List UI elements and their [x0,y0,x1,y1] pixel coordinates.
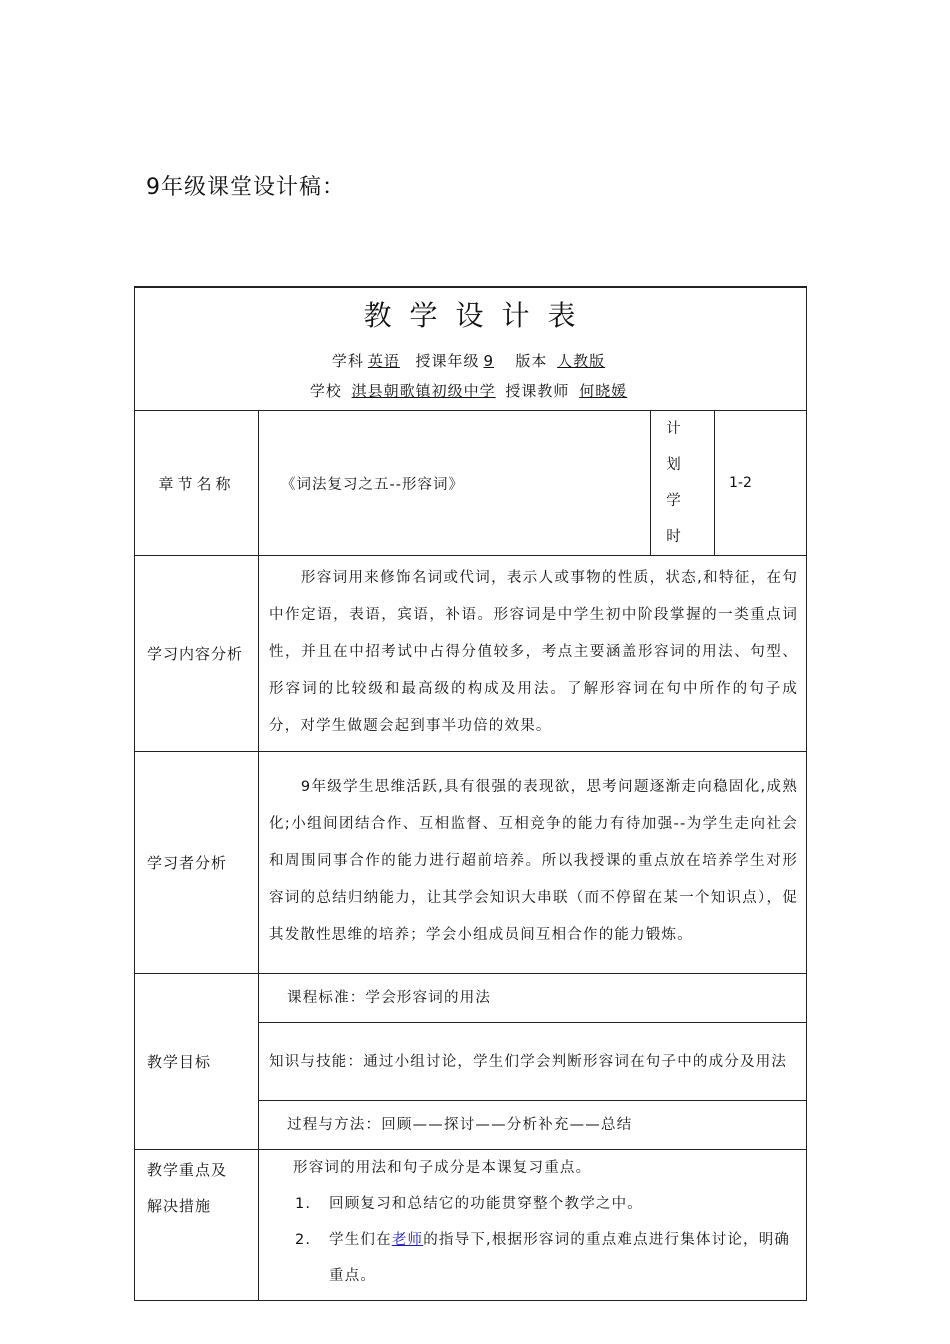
teacher-label: 授课教师 [505,382,570,400]
content-analysis-label: 学习内容分析 [135,556,259,752]
form-title: 教学设计表 [363,299,594,332]
teacher-link[interactable]: 老师 [391,1232,424,1248]
key-points-content [259,1150,807,1301]
school-value: 淇县朝歌镇初级中学 [351,382,496,400]
edition-value: 人教版 [557,352,606,370]
grade-value: 9 [483,352,495,370]
content-analysis-text: 形容词用来修饰名词或代词，表示人或事物的性质，状态,和特征，在句中作定语，表语，宾语，补语。形容词是中学生初中阶段掌握的一类重点词性，并且在中招考试中占得分值较多，考点主要涵盖形容词的用法、句型、形容词的比较级和最高级的构成及用法。了解形容词在句中所作的句子成分，对学生做题会起到事半功倍的效果。 [259,556,807,752]
subject-label: 学科 [331,352,364,370]
edition-label: 版本 [515,352,548,370]
key-point-text-pre: 学生们在 [329,1232,392,1248]
subject-value: 英语 [367,352,400,370]
goal-standard: 课程标准：学会形容词的用法 [259,974,807,1023]
planned-hours-label-2: 学时 [666,493,699,545]
learner-analysis-text: 9年级学生思维活跃,具有很强的表现欲，思考问题逐渐走向稳固化,成熟化;小组间团结合作、互相监督、互相竞争的能力有待加强--为学生走向社会和周围同事合作的能力进行超前培养。所以我授课的重点放在培养学生对形容词的总结归纳能力，让其学会知识大串联（而不停留在某一个知识点），促其发散性思维的培养；学会小组成员间互相合作的能力锻炼。 [259,752,807,974]
key-points-label-1: 教学重点及 [147,1161,228,1179]
key-point-number: 1. [295,1196,312,1212]
chapter-label: 章节名称 [135,411,259,556]
chapter-name: 《词法复习之五--形容词》 [259,411,651,556]
key-points-label [135,1150,259,1301]
key-point-item [275,1186,796,1222]
key-point-text [329,1222,796,1294]
school-line [135,380,806,401]
goals-label: 教学目标 [135,974,259,1150]
key-point-number: 2. [295,1232,312,1248]
key-points-intro: 形容词的用法和句子成分是本课复习重点。 [293,1160,592,1176]
planned-hours-label [651,411,715,556]
teaching-design-table [134,286,807,1301]
goal-knowledge: 知识与技能：通过小组讨论，学生们学会判断形容词在句子中的成分及用法 [259,1023,807,1101]
learner-analysis-label: 学习者分析 [135,752,259,974]
grade-label: 授课年级 [415,352,480,370]
goal-process: 过程与方法：回顾——探讨——分析补充——总结 [259,1101,807,1150]
key-point-text-post: 的指导下,根据形容词的重点难点进行集体讨论，明确重点。 [329,1232,791,1284]
form-header [135,287,807,411]
teacher-value: 何晓媛 [579,382,628,400]
planned-hours-value: 1-2 [715,411,807,556]
key-point-item [275,1222,796,1294]
page-heading: 9年级课堂设计稿： [146,175,345,200]
key-point-text: 回顾复习和总结它的功能贯穿整个教学之中。 [329,1196,643,1212]
key-points-label-2: 解决措施 [147,1197,212,1215]
planned-hours-label-1: 计划 [666,421,699,473]
subject-line [135,350,806,371]
school-label: 学校 [309,382,342,400]
